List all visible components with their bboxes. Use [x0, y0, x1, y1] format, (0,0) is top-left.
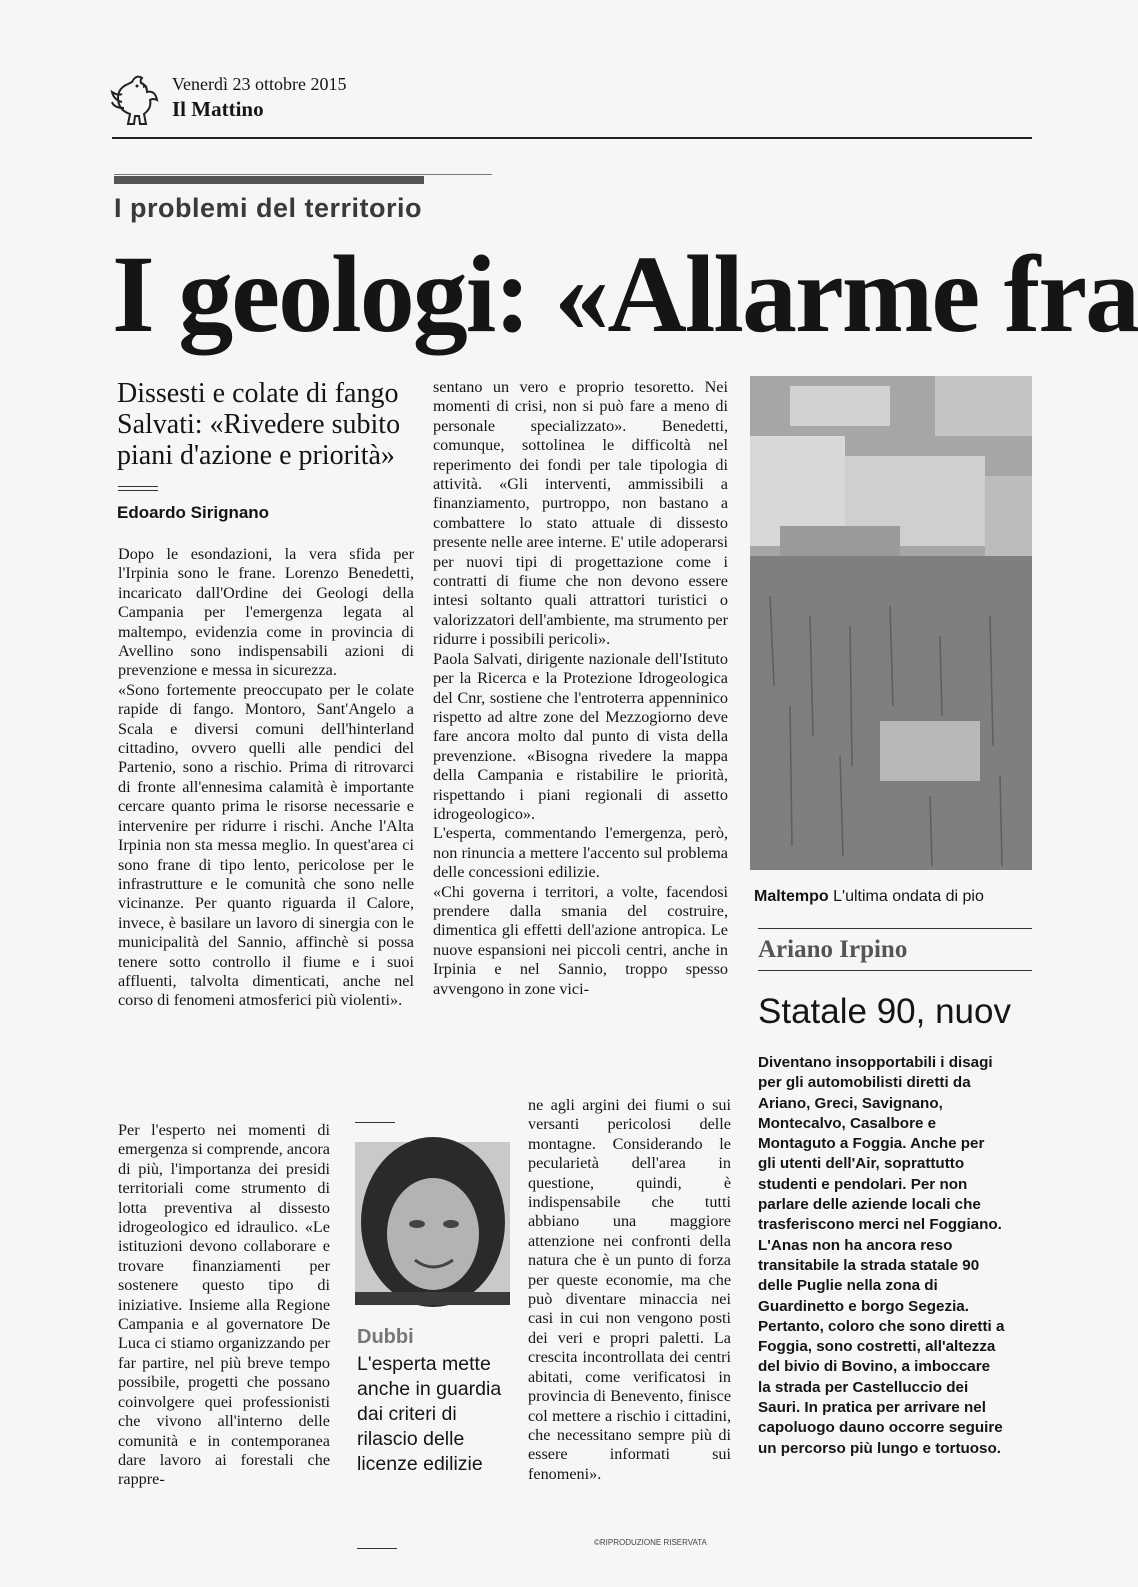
author-rule	[118, 486, 158, 487]
kicker-rule	[114, 174, 492, 175]
paragraph: Paola Salvati, dirigente nazionale dell'Istituto per la Ricerca e la Protezione Idrogeologica del Cnr, sostiene che l'entroterra appenninico rispetto ad altre zone del Mezzogiorno deve fare ancora molto dal punto di vista della prevenzione. «Bisogna rivedere la mappa della Campania e ristabilire le priorità, rispettando i piani regionali di assetto idrogeologico».	[433, 649, 728, 823]
side-body: Diventano insopportabili i disagi per gli automobilisti diretti da Ariano, Greci, Savignano, Montecalvo, Casalbore e Montaguto a Foggia. Anche per gli utenti dell'Air, soprattutto studenti e pendolari. Per non parlare delle aziende locali che trasferiscono merci nel Foggiano. L'Anas non ha ancora reso transitabile la strada statale 90 delle Puglie nella zona di Guardinetto e borgo Segezia. Pertanto, coloro che sono diretti a Foggia, sono costretti, all'altezza del bivio di Bovino, a imboccare la strada per Castelluccio dei Sauri. In pratica per arrivare nel capoluogo dauno occorre seguire un percorso più lungo e tortuoso.	[758, 1054, 1005, 1457]
paragraph: «Sono fortemente preoccupato per le colate rapide di fango. Montoro, Sant'Angelo a Scala e diversi comuni dell'hinterland cittadino, ovvero quelli alle pendici del Partenio, sono a rischio. Prima di ritrovarci di fronte all'ennesima calamità è importante cercare quanto prima le risorse necessarie e intervenire per ridurre i rischi. Anche l'Alta Irpinia non sta messa meglio. In quest'area ci sono frane di tipo lento, pericolose per le infrastrutture e le comunità che sono nelle vicinanze. Per quanto riguarda il Calore, invece, è basilare un lavoro di sinergia con le municipalità del Sannio, affinchè si possa tenere sotto controllo il fiume e i suoi affluenti, talvolta dimenticati, anche nel corso di fenomeni atmosferici più violenti».	[118, 680, 414, 1010]
paragraph: L'esperta, commentando l'emergenza, però, non rinuncia a mettere l'accento sul problema delle concessioni edilizie.	[433, 824, 728, 882]
rooster-icon	[110, 72, 164, 130]
article-column-2-continued	[528, 1096, 731, 1484]
side-section-title: Ariano Irpino	[758, 936, 908, 963]
article-kicker: I problemi del territorio	[114, 193, 423, 223]
article-headline: I geologi: «Allarme fra	[112, 233, 1138, 355]
paragraph: sentano un vero e proprio tesoretto. Nei momenti di crisi, non si può fare a meno di personale specializzato». Benedetti, comunque, sottolinea le difficoltà nel reperimento dei fondi per tale tipologia di attività. «Gli interventi, ammissibili a finanziamento, purtroppo, non bastano a combattere lo stato attuale di dissesto presente nelle aree interne. E' utile adoperarsi per nuovi tipi di progettazione come i contratti di fiume che non devono essere intesi soltanto quali attrattori turistici o valorizzatori dell'ambiente, ma strumento per ridurre i possibili pericoli».	[433, 378, 728, 649]
article-column-2	[433, 378, 728, 999]
box-rule-bottom	[357, 1548, 397, 1549]
caption-label: Maltempo	[754, 888, 829, 905]
article-author: Edoardo Sirignano	[117, 503, 270, 522]
article-column-1-continued	[118, 1121, 330, 1490]
box-label: Dubbi	[357, 1326, 414, 1348]
paragraph: ne agli argini dei fiumi o sui versanti pericolosi delle montagne. Considerando le pecularietà dell'area in questione, quindi, è indispensabile che tutti abbiano una maggiore attenzione nei confronti della natura che è un punto di forza per queste economie, ma che può diventare minaccia nei casi in cui non vengono posti dei veri e propri paletti. La crescita incontrollata dei centri abitati, come verificatosi in provincia di Benevento, finisce col mettere a rischio i cittadini, che necessitano sempre più di essere informati sui fenomeni».	[528, 1096, 731, 1483]
paragraph: «Chi governa i territori, a volte, facendosi prendere dalla smania del costruire, dimentica gli effetti dell'azione antropica. Le nuove espansioni nei piccoli centri, anche in Irpinia e nel Sannio, troppo spesso avvengono in zone vici-	[433, 882, 728, 998]
flood-photo	[750, 376, 1032, 870]
box-rule	[355, 1122, 395, 1123]
box-quote: L'esperta mette anche in guardia dai criteri di rilascio delle licenze edilizie	[357, 1353, 502, 1475]
copyright-note: ©RIPRODUZIONE RISERVATA	[594, 1538, 707, 1547]
author-rule	[118, 490, 158, 491]
photo-caption	[754, 888, 1032, 906]
article-column-1	[118, 545, 414, 1011]
side-headline: Statale 90, nuov	[758, 992, 1011, 1031]
header-rule	[112, 137, 1032, 139]
kicker-bar	[114, 176, 424, 184]
caption-text: L'ultima ondata di pio	[833, 888, 984, 905]
newspaper-name: Il Mattino	[172, 97, 264, 121]
issue-date: Venerdì 23 ottobre 2015	[172, 74, 347, 94]
side-rule	[758, 928, 1032, 929]
paragraph: Per l'esperto nei momenti di emergenza si comprende, ancora di più, l'importanza dei presidi territoriali come strumento di lotta preventiva al dissesto idrogeologico ed idraulico. «Le istituzioni devono collaborare e trovare finanziamenti per sostenere questo tipo di iniziative. Insieme alla Regione Campania e al governatore De Luca ci stiamo organizzando per far partire, nel più breve tempo possibile, progetti che possano coinvolgere quei professionisti che vivono all'interno delle comunità e in contemporanea dare lavoro ai forestali che rappre-	[118, 1121, 330, 1489]
portrait-photo	[355, 1142, 510, 1305]
article-subtitle: Dissesti e colate di fango Salvati: «Rivedere subito piani d'azione e priorità»	[117, 378, 401, 471]
paragraph: Dopo le esondazioni, la vera sfida per l'Irpinia sono le frane. Lorenzo Benedetti, incaricato dall'Ordine dei Geologi della Campania per l'emergenza legata al maltempo, evidenzia come in provincia di Avellino sono indispensabili azioni di prevenzione e messa in sicurezza.	[118, 545, 414, 680]
side-rule	[758, 970, 1032, 971]
